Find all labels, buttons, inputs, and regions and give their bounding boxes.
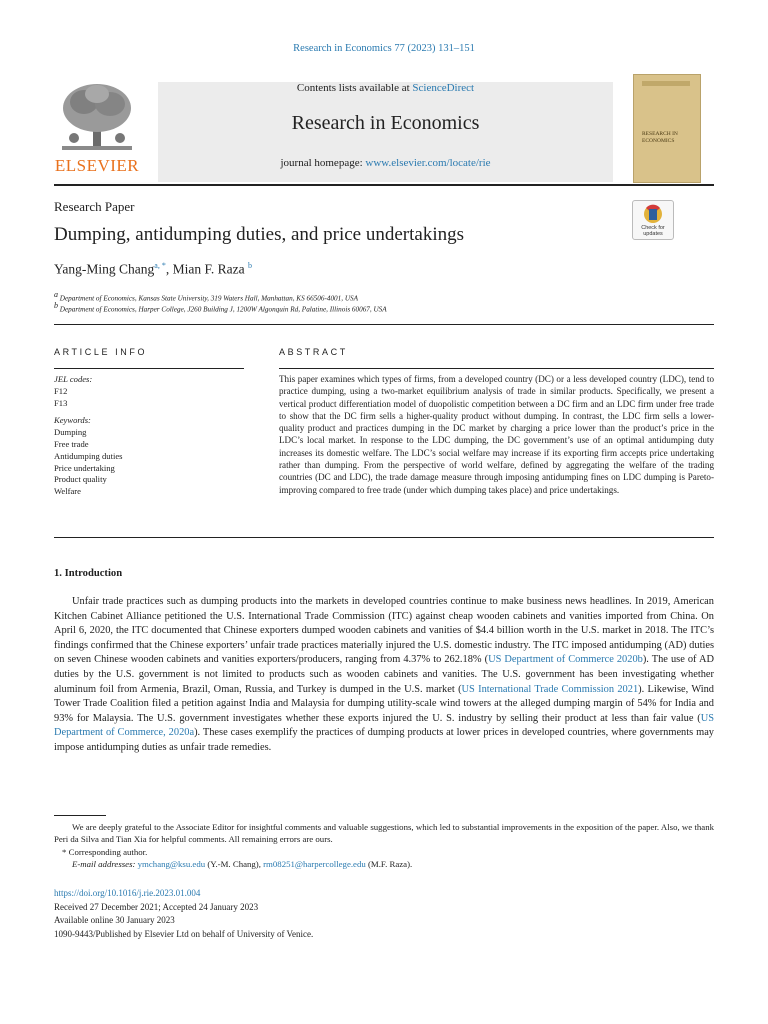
abstract-rule: [279, 368, 714, 369]
contents-line: [158, 82, 613, 94]
section-heading-introduction: 1. Introduction: [54, 568, 123, 579]
homepage-prefix: journal homepage:: [280, 157, 366, 169]
keyword: Antidumping duties: [54, 450, 123, 461]
elsevier-wordmark: ELSEVIER: [54, 156, 140, 175]
journal-cover[interactable]: [633, 74, 701, 183]
introduction-paragraph: [54, 595, 714, 756]
author-name[interactable]: Yang-Ming Chang: [54, 261, 155, 277]
corresponding-text: Corresponding author.: [68, 846, 148, 857]
affiliation-text: Department of Economics, Harper College, J260 Building J, 1200W Algonquin Rd, Palatine, Illinois 60067, USA: [59, 305, 387, 314]
author-affiliation-mark[interactable]: b: [247, 261, 252, 270]
contents-prefix: Contents lists available at: [296, 82, 413, 94]
paper-title: Dumping, antidumping duties, and price undertakings: [54, 224, 465, 245]
email-link[interactable]: rm08251@harpercollege.edu: [263, 859, 366, 870]
email-owner: (Y.-M. Chang),: [205, 859, 264, 870]
citation-link[interactable]: US International Trade Commission 2021: [461, 683, 639, 695]
corresponding-mark: *: [62, 846, 67, 857]
citation-link[interactable]: US Department of Commerce, 2020a: [54, 712, 714, 739]
keywords-label: Keywords:: [54, 415, 91, 426]
doi-link[interactable]: https://doi.org/10.1016/j.rie.2023.01.004: [54, 888, 201, 898]
affiliation-b: [54, 301, 387, 313]
publication-info: [54, 887, 313, 941]
sciencedirect-link[interactable]: ScienceDirect: [412, 82, 475, 94]
keyword: Dumping: [54, 427, 87, 438]
article-info-block: [54, 374, 244, 498]
keyword: Product quality: [54, 474, 107, 485]
author-list: Yang-Ming Chang$^{a, *}$, Mian F. Raza $^b$: [54, 261, 252, 277]
corresponding-note: [54, 846, 714, 858]
header-rule: [54, 184, 714, 186]
author-affiliation-mark[interactable]: a, *: [154, 261, 166, 270]
email-link[interactable]: ymchang@ksu.edu: [137, 859, 206, 870]
jel-code: F12: [54, 385, 68, 396]
journal-citation[interactable]: Research in Economics 77 (2023) 131–151: [293, 43, 475, 54]
available-online: Available online 30 January 2023: [54, 915, 175, 925]
paper-type: Research Paper: [54, 199, 135, 214]
section-rule: [54, 324, 714, 325]
author-name[interactable]: Mian F. Raza: [172, 261, 245, 277]
footnote-rule: [54, 815, 106, 816]
article-info-rule: [54, 368, 244, 369]
acknowledgement-note: We are deeply grateful to the Associate Editor for insightful comments and valuable suggestions, which led to substantial improvements in the exposition of the paper. Also, we thank Peri da Silva and Tian Xia for helpful comments. All remaining errors are ours.: [54, 822, 714, 845]
journal-name: Research in Economics: [291, 112, 480, 134]
article-info-heading: ARTICLE INFO: [54, 347, 148, 357]
affiliation-mark: b: [54, 301, 58, 310]
keyword: Free trade: [54, 438, 89, 449]
body-text: ). The use of AD duties by the U.S. government is not limited to products such as wooden cabinets and vanities. The U.S. government has been investigating whether aluminum foil from Armenia, Brazil, Oman, Russia, and Turkey is dumped in the U.S. market (: [54, 654, 715, 695]
abstract-bottom-rule: [54, 537, 714, 538]
received-dates: Received 27 December 2021; Accepted 24 January 2023: [54, 901, 259, 912]
affiliation-mark: a: [54, 290, 58, 299]
cover-title: RESEARCH IN ECONOMICS: [642, 131, 678, 144]
jel-code: F13: [54, 397, 68, 408]
abstract-heading: ABSTRACT: [279, 347, 348, 357]
body-text: ). Likewise, Wind Tower Trade Coalition filed a petition against India and Malaysia for dumping utility-scale wind towers at the alleged dumping margin of 54% for India and 93% for Malaysia. The U.S. government investigates whether these exports injured the U. S. industry by selling their product at less than fair value (: [54, 683, 715, 724]
jel-label: JEL codes:: [54, 374, 93, 384]
keyword: Welfare: [54, 486, 81, 497]
keyword: Price undertaking: [54, 462, 115, 473]
email-owner: (M.F. Raza).: [365, 859, 413, 870]
abstract-text: This paper examines which types of firms, from a developed country (DC) or a less developed country (LDC), tend to practice dumping, using a two-market equilibrium analysis of trade in similar products. Specifically, we present a vertical product differentiation model of duopolistic competition between a DC firm and an LDC firm under free trade to show that the DC firm sells a higher-quality product without dumping. In contrast, the LDC firm sells a lower-quality product and practices dumping in the DC market by charging a price lower than the product’s price in the LDC’s local market. In response to the LDC dumping, the DC government’s use of an optimal antidumping duty increases its domestic welfare. The LDC’s social welfare may increase if its exporting firm accepts price undertaking rather than dumping. From the perspective of world welfare, defined by aggregating the welfare of the trading countries (DC and LDC), the trade damage measure through imposing antidumping fines on LDC dumping is Pareto-improving compared to free trade (under which dumping takes place) and price undertakings.: [279, 374, 714, 495]
footnotes: [54, 821, 714, 871]
homepage-link[interactable]: www.elsevier.com/locate/rie: [365, 157, 491, 169]
copyright-line: 1090-9443/Published by Elsevier Ltd on behalf of University of Venice.: [54, 928, 314, 939]
body-text: ). These cases exemplify the practices of dumping products at lower prices in developed countries, where governments may impose antidumping duties as unfair trade remedies.: [54, 727, 715, 753]
homepage-line: [158, 157, 613, 169]
affiliation-text: Department of Economics, Kansas State University, 319 Waters Hall, Manhattan, KS 66506-4001, USA: [59, 294, 358, 303]
email-note: [54, 858, 714, 870]
email-label: E-mail addresses:: [72, 859, 136, 870]
citation-link[interactable]: US Department of Commerce 2020b: [488, 654, 643, 666]
check-for-updates-badge[interactable]: [632, 200, 674, 240]
check-updates-label: Check for updates: [641, 225, 665, 237]
body-text: Unfair trade practices such as dumping products into the markets in developed countries continue to make business news headlines. In 2019, American Kitchen Cabinet Alliance petitioned the U.S. International Trade Commission (ITC) against cheap wooden cabinets and vanities imported from China. On April 6, 2020, the ITC documented that Chinese exporters dumped wooden cabinets and vanities of $4.4 billion worth in the U.S. market in 2018. The ITC’s findings confirmed that the Chinese exporters’ unfair trade practices materially injured the U.S. domestic industry. The ITC imposed antidumping (AD) duties on seven Chinese wooden cabinets and vanities exporters/producers, ranging from 4.37% to 262.18% (: [54, 596, 714, 666]
